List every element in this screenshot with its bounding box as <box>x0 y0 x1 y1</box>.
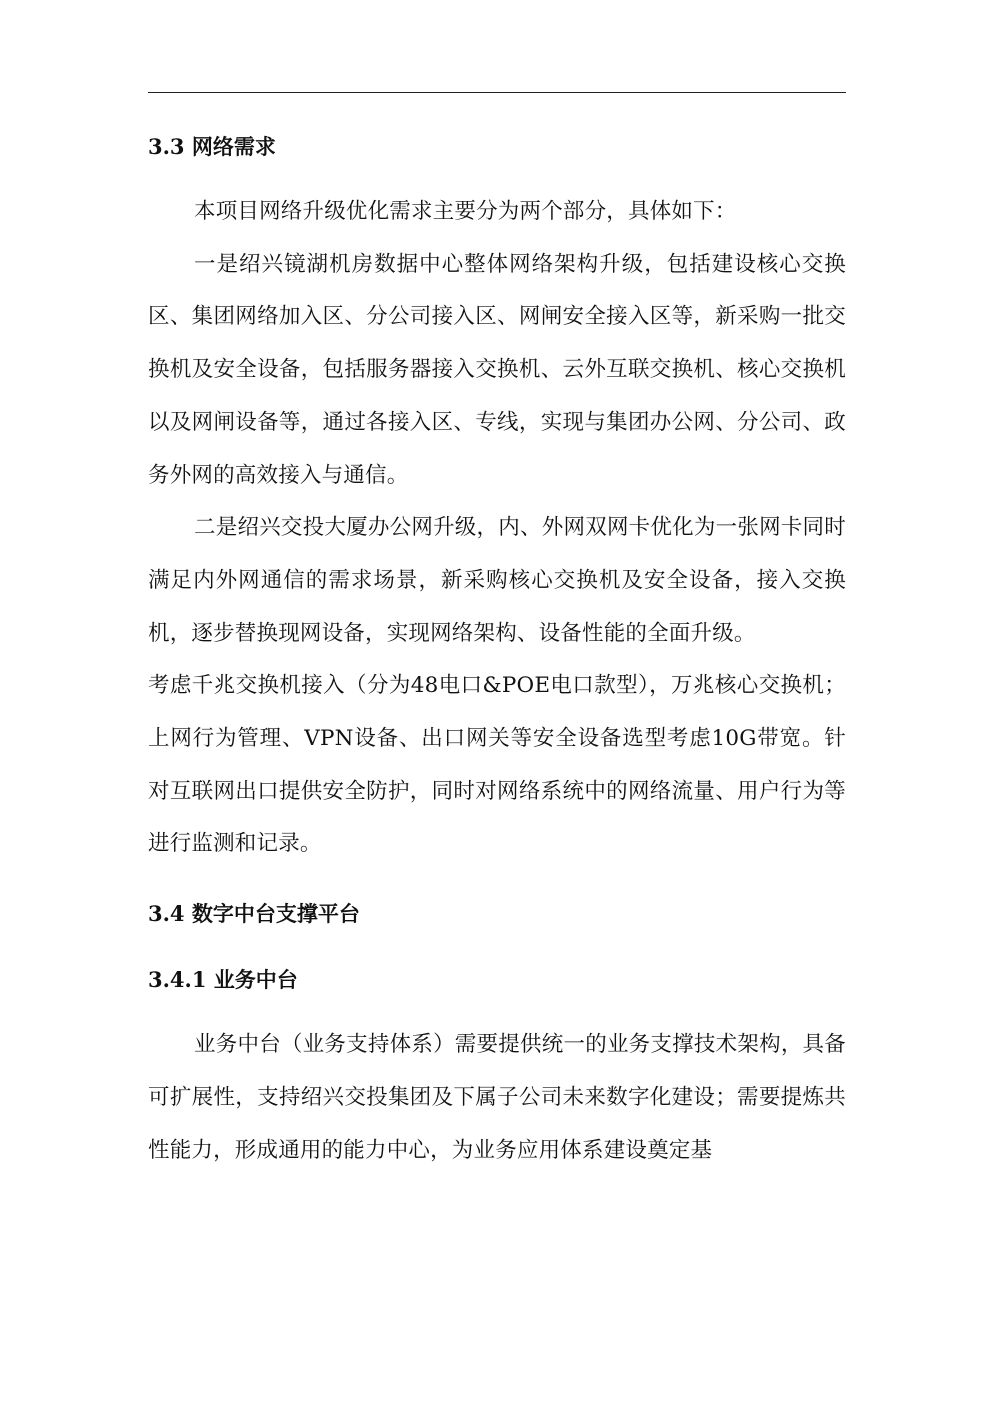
paragraph-part-two: 二是绍兴交投大厦办公网升级，内、外网双网卡优化为一张网卡同时满足内外网通信的需求场景，新采购核心交换机及安全设备，接入交换机，逐步替换现网设备，实现网络架构、设备性能的全面升级。 <box>148 515 846 646</box>
paragraph-part-one: 一是绍兴镜湖机房数据中心整体网络架构升级，包括建设核心交换区、集团网络加入区、分公司接入区、网闸安全接入区等，新采购一批交换机及安全设备，包括服务器接入交换机、云外互联交换机、核心交换机以及网闸设备等，通过各接入区、专线，实现与集团办公网、分公司、政务外网的高效接入与通信。 <box>148 251 846 488</box>
header-rule <box>148 92 846 93</box>
section-heading-3-4: 3.4 数字中台支撑平台 <box>148 901 360 927</box>
paragraph-equipment: 考虑千兆交换机接入（分为48电口&POE电口款型），万兆核心交换机；上网行为管理、VPN设备、出口网关等安全设备选型考虑10G带宽。针对互联网出口提供安全防护，同时对网络系统中的网络流量、用户行为等进行监测和记录。 <box>148 673 846 857</box>
paragraph-intro: 本项目网络升级优化需求主要分为两个部分，具体如下： <box>194 199 737 224</box>
document-body <box>148 118 846 1177</box>
section-heading-3-4-1: 3.4.1 业务中台 <box>148 967 298 993</box>
paragraph-business-platform: 业务中台（业务支持体系）需要提供统一的业务支撑技术架构，具备可扩展性，支持绍兴交投集团及下属子公司未来数字化建设；需要提炼共性能力，形成通用的能力中心，为业务应用体系建设奠定基 <box>148 1032 846 1163</box>
section-heading-3-3: 3.3 网络需求 <box>148 134 276 159</box>
